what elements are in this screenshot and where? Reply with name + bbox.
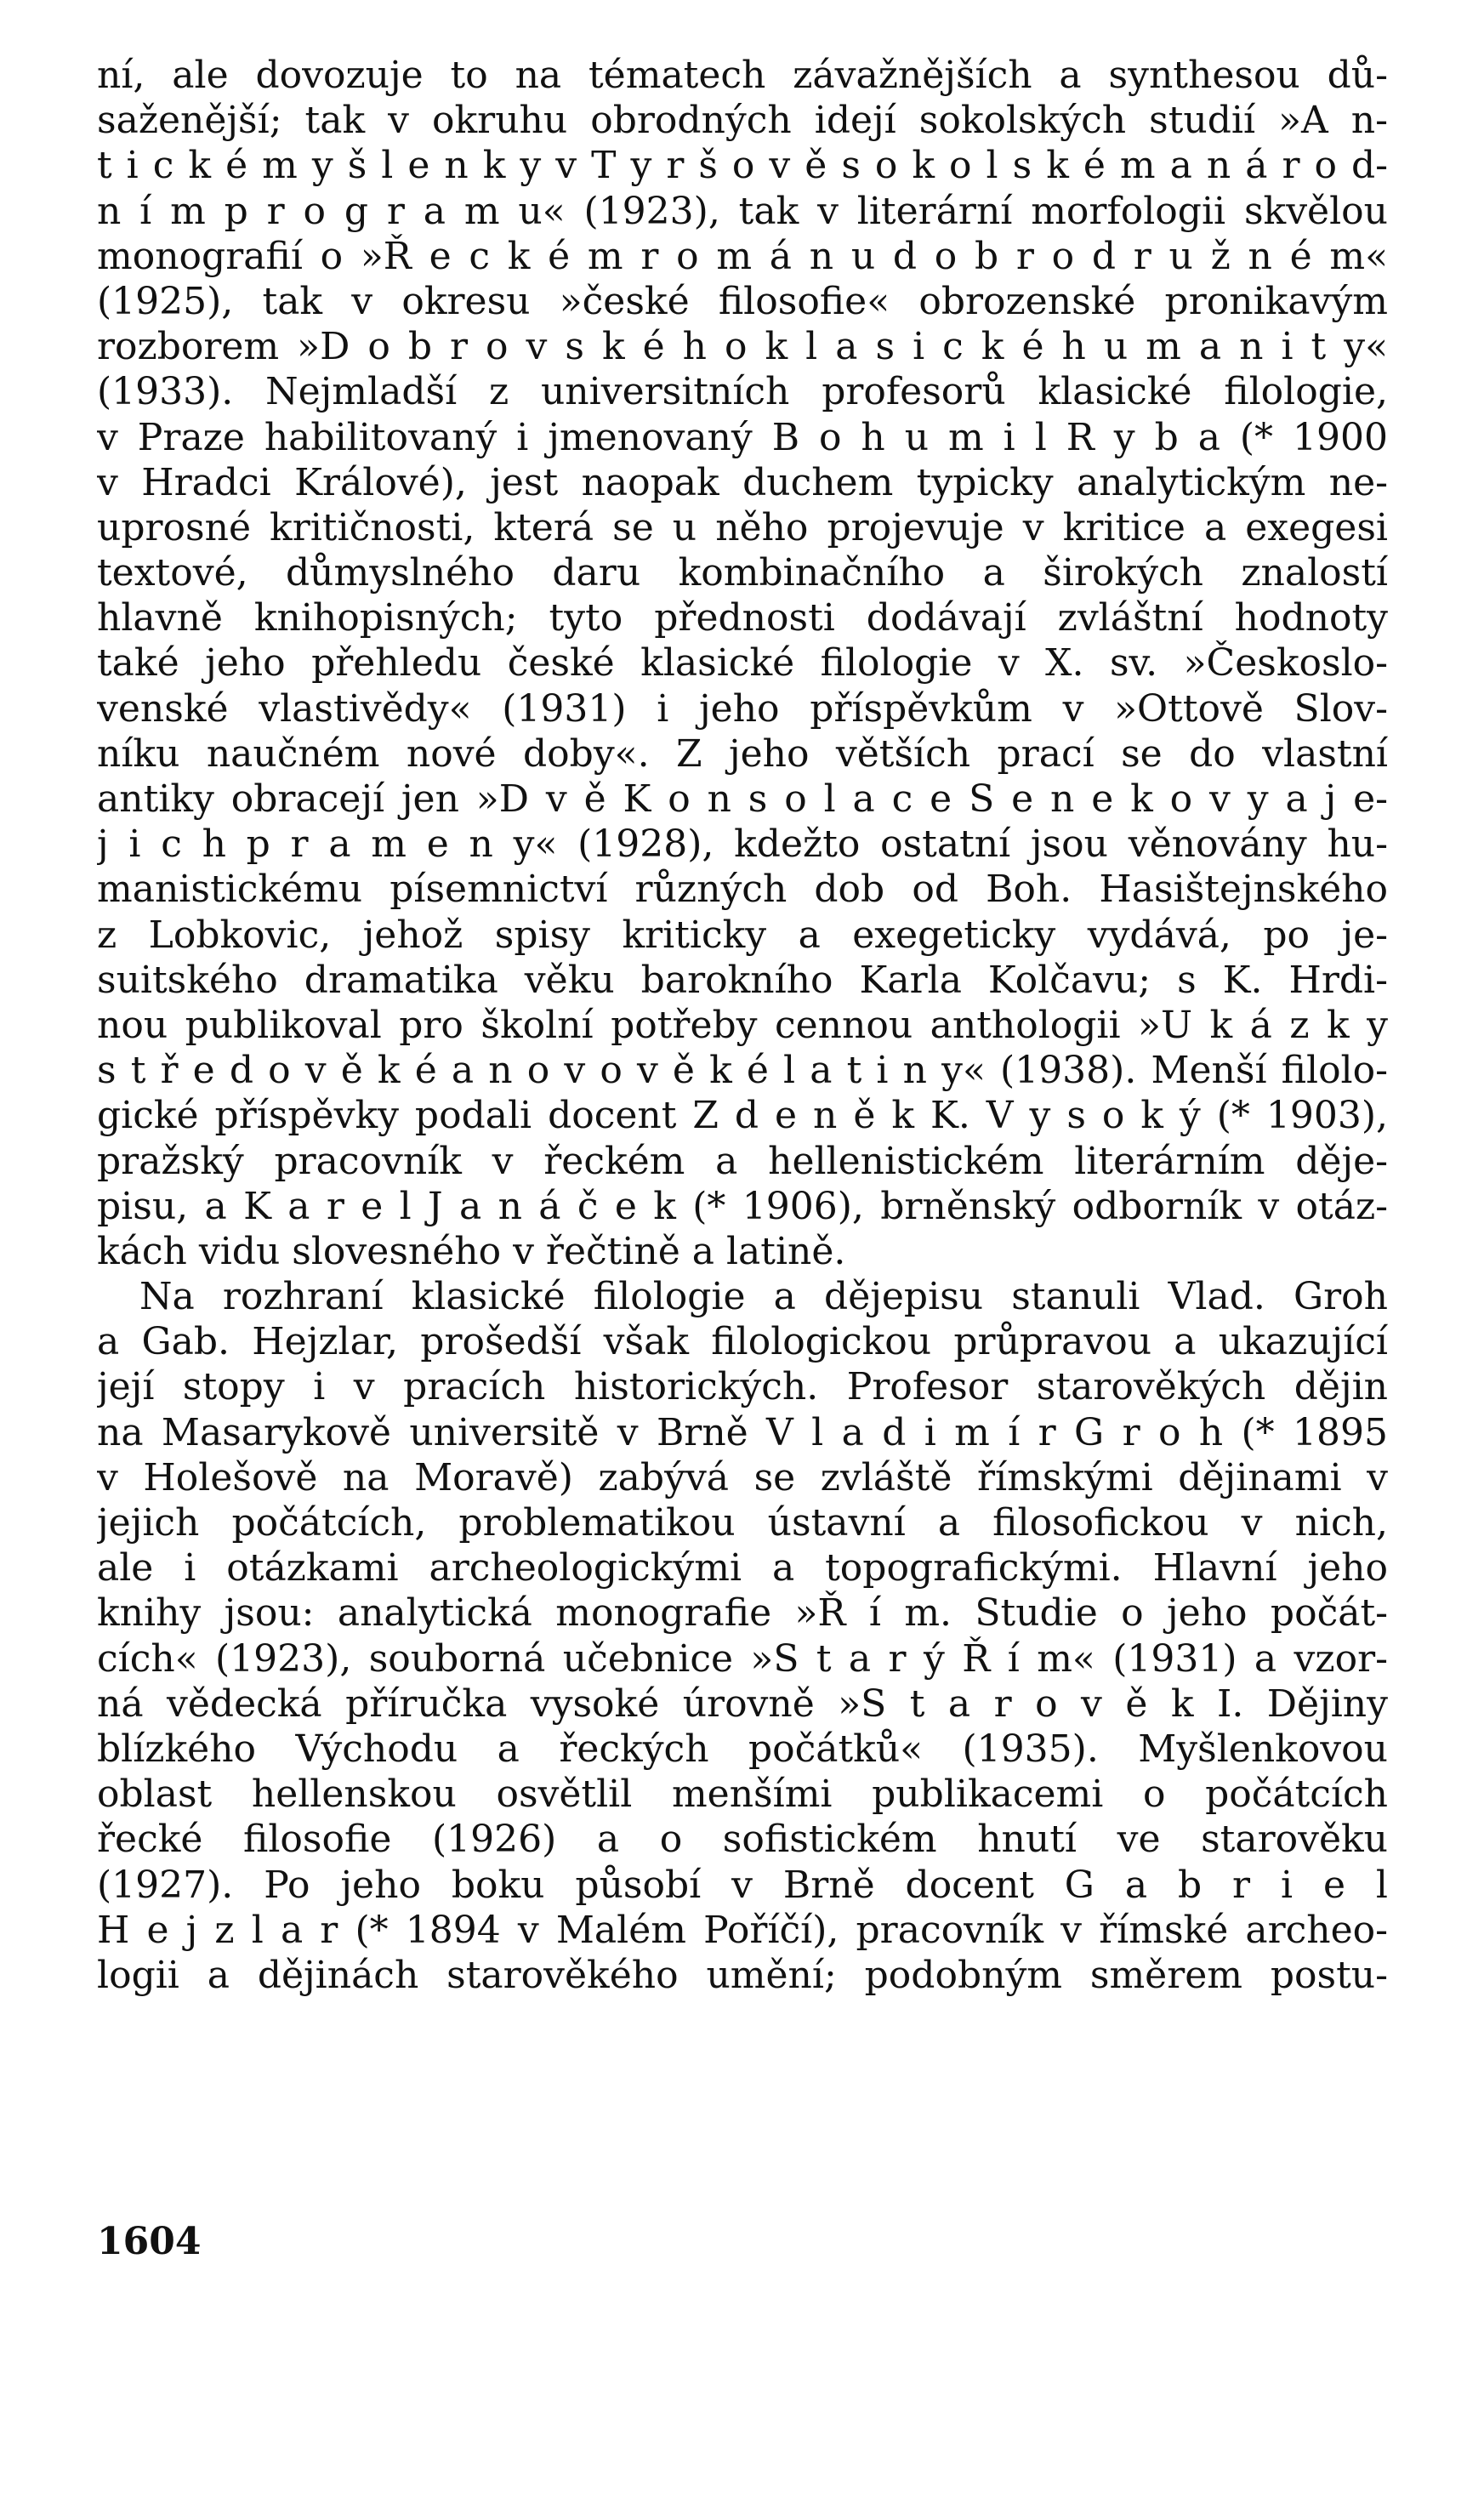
text-line: níku naučném nové doby«. Z jeho větších prací se do vlastní: [97, 731, 1388, 776]
text-line: manistickému písemnictví různých dob od Boh. Hasištejnského: [97, 868, 1388, 912]
text-line: v Hradci Králové), jest naopak duchem typicky analytickým ne-: [97, 460, 1388, 504]
text-line: ní, ale dovozuje to na tématech závažnějších a synthesou dů-: [97, 54, 1388, 97]
text-line: rozborem »D o b r o v s k é h o k l a s i c k é h u m a n i t y«: [97, 325, 1388, 369]
text-line: logii a dějinách starověkého umění; podobným směrem postu-: [97, 1953, 1388, 1997]
text-line: jejich počátcích, problematikou ústavní a filosofickou v nich,: [97, 1501, 1388, 1545]
text-line: a Gab. Hejzlar, prošedší však filologickou průpravou a ukazující: [97, 1320, 1388, 1364]
text-line: uprosné kritičnosti, která se u něho projevuje v kritice a exegesi: [97, 505, 1388, 549]
body-text: [97, 53, 1388, 1998]
text-line: venské vlastivědy« (1931) i jeho příspěvkům v »Ottově Slov-: [97, 686, 1388, 731]
text-line: gické příspěvky podali docent Z d e n ě k K. V y s o k ý (* 1903),: [97, 1094, 1388, 1138]
text-line: H e j z l a r (* 1894 v Malém Poříčí), pracovník v římské archeo-: [97, 1908, 1388, 1952]
text-line: její stopy i v pracích historických. Profesor starověkých dějin: [97, 1365, 1388, 1409]
text-line: v Holešově na Moravě) zabývá se zvláště římskými dějinami v: [97, 1455, 1388, 1499]
text-line: blízkého Východu a řeckých počátků« (1935). Myšlenkovou: [97, 1727, 1388, 1771]
text-line: suitského dramatika věku barokního Karla Kolčavu; s K. Hrdi-: [97, 958, 1388, 1002]
text-line: oblast hellenskou osvětlil menšími publikacemi o počátcích: [97, 1772, 1388, 1817]
text-line: monografií o »Ř e c k é m r o m á n u d o b r o d r u ž n é m«: [97, 234, 1388, 278]
text-line: t i c k é m y š l e n k y v T y r š o v ě s o k o l s k é m a n á r o d-: [97, 144, 1388, 188]
text-line: textové, důmyslného daru kombinačního a širokých znalostí: [97, 551, 1388, 595]
text-line: z Lobkovic, jehož spisy kriticky a exegeticky vydává, po je-: [97, 913, 1388, 957]
text-line: nou publikoval pro školní potřeby cennou anthologii »U k á z k y: [97, 1003, 1388, 1047]
text-line: také jeho přehledu české klasické filologie v X. sv. »Českoslo-: [97, 641, 1388, 686]
text-line: (1927). Po jeho boku působí v Brně docent G a b r i e l: [97, 1863, 1388, 1907]
page-number: 1604: [97, 2220, 202, 2263]
text-line: Na rozhraní klasické filologie a dějepisu stanuli Vlad. Groh: [139, 1275, 1388, 1319]
text-line: kách vidu slovesného v řečtině a latině.: [97, 1229, 846, 1273]
text-line: hlavně knihopisných; tyto přednosti dodávají zvláštní hodnoty: [97, 596, 1388, 640]
text-line: (1925), tak v okresu »české filosofie« obrozenské pronikavým: [97, 279, 1388, 323]
text-line: antiky obracejí jen »D v ě K o n s o l a c e S e n e k o v y a j e-: [97, 777, 1388, 821]
text-line: n í m p r o g r a m u« (1923), tak v literární morfologii skvělou: [97, 189, 1388, 233]
text-line: s t ř e d o v ě k é a n o v o v ě k é l a t i n y« (1938). Menší filolo-: [97, 1049, 1388, 1093]
text-line: ná vědecká příručka vysoké úrovně »S t a r o v ě k I. Dějiny: [97, 1681, 1388, 1726]
text-line: na Masarykově universitě v Brně V l a d i m í r G r o h (* 1895: [97, 1410, 1388, 1454]
text-line: cích« (1923), souborná učebnice »S t a r ý Ř í m« (1931) a vzor-: [97, 1636, 1388, 1681]
text-line: řecké filosofie (1926) a o sofistickém hnutí ve starověku: [97, 1818, 1388, 1862]
text-line: ale i otázkami archeologickými a topografickými. Hlavní jeho: [97, 1546, 1388, 1590]
text-line: j i c h p r a m e n y« (1928), kdežto ostatní jsou věnovány hu-: [97, 822, 1388, 867]
text-line: (1933). Nejmladší z universitních profesorů klasické filologie,: [97, 370, 1388, 414]
text-line: pisu, a K a r e l J a n á č e k (* 1906), brněnský odborník v otáz-: [97, 1184, 1388, 1228]
text-line: pražský pracovník v řeckém a hellenistickém literárním děje-: [97, 1139, 1388, 1183]
text-line: knihy jsou: analytická monografie »Ř í m. Studie o jeho počát-: [97, 1591, 1388, 1636]
text-line: saženější; tak v okruhu obrodných idejí sokolských studií »A n-: [97, 99, 1388, 143]
text-line: v Praze habilitovaný i jmenovaný B o h u m i l R y b a (* 1900: [97, 415, 1388, 459]
